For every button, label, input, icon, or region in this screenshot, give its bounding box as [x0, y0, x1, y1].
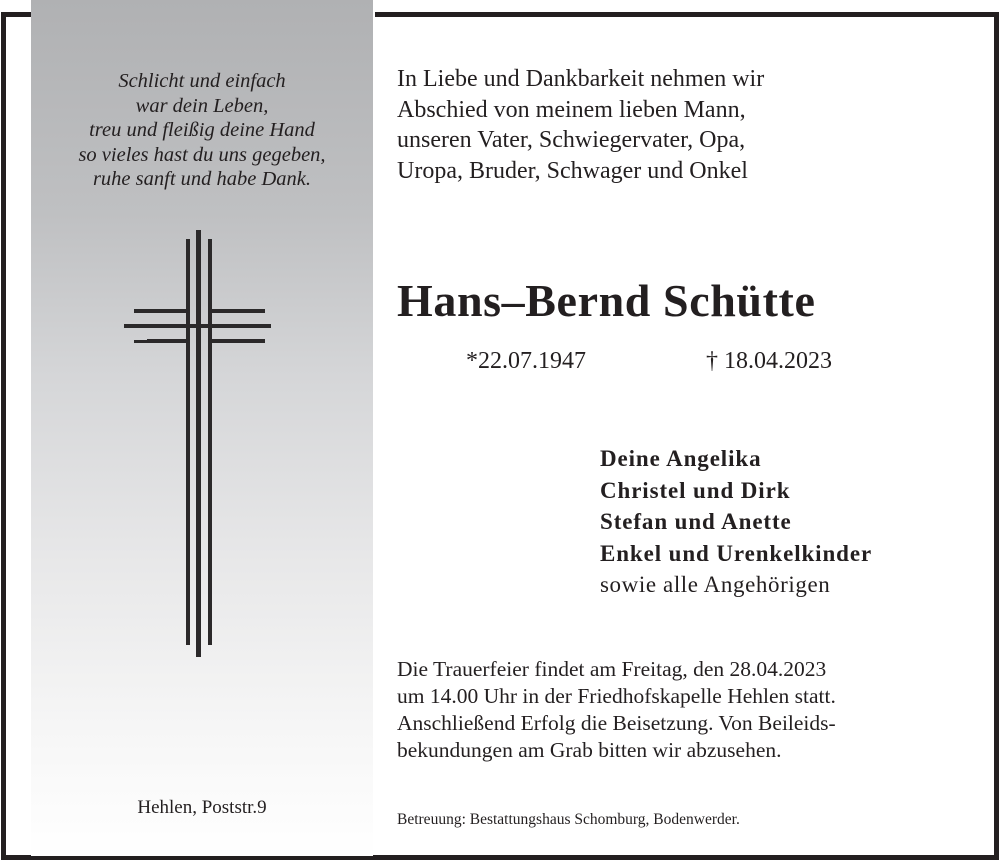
- service-line: Anschließend Erfolg die Beisetzung. Von Beileids-: [397, 711, 836, 735]
- intro-line: unseren Vater, Schwiegervater, Opa,: [397, 127, 746, 153]
- intro-text: [397, 64, 764, 186]
- mourner: Stefan und Anette: [600, 509, 792, 534]
- deceased-name: Hans–Bernd Schütte: [397, 275, 816, 326]
- service-line: Die Trauerfeier findet am Freitag, den 28.04.2023: [397, 657, 827, 681]
- death-date: † 18.04.2023: [706, 348, 832, 374]
- verse-line: so vieles hast du uns gegeben,: [78, 143, 326, 166]
- frame-border-left: [1, 12, 6, 860]
- frame-border-right: [994, 12, 999, 860]
- verse-line: ruhe sanft und habe Dank.: [92, 168, 312, 190]
- birth-date: *22.07.1947: [466, 348, 586, 374]
- mourners-list: [600, 443, 872, 601]
- service-line: bekundungen am Grab bitten wir abzusehen.: [397, 738, 782, 762]
- intro-line: In Liebe und Dankbarkeit nehmen wir: [397, 66, 765, 92]
- mourner: Enkel und Urenkelkinder: [600, 540, 873, 566]
- mourners-closing: sowie alle Angehörigen: [600, 572, 831, 597]
- side-panel: [31, 0, 373, 856]
- verse-line: treu und fleißig deine Hand: [89, 119, 315, 141]
- verse-line: Schlicht und einfach: [118, 70, 286, 92]
- funeral-service-info: [397, 656, 836, 764]
- cross-icon: [31, 0, 373, 860]
- frame-border-top-right: [375, 12, 999, 17]
- mourner: Christel und Dirk: [600, 477, 791, 503]
- undertaker-credit: Betreuung: Bestattungshaus Schomburg, Bodenwerder.: [397, 811, 740, 828]
- mourner: Deine Angelika: [600, 446, 762, 471]
- verse-line: war dein Leben,: [135, 94, 269, 117]
- address: Hehlen, Poststr.9: [137, 797, 267, 818]
- intro-line: Abschied von meinem lieben Mann,: [397, 96, 746, 123]
- intro-line: Uropa, Bruder, Schwager und Onkel: [397, 157, 748, 184]
- service-line: um 14.00 Uhr in der Friedhofskapelle Hehlen statt.: [397, 684, 836, 708]
